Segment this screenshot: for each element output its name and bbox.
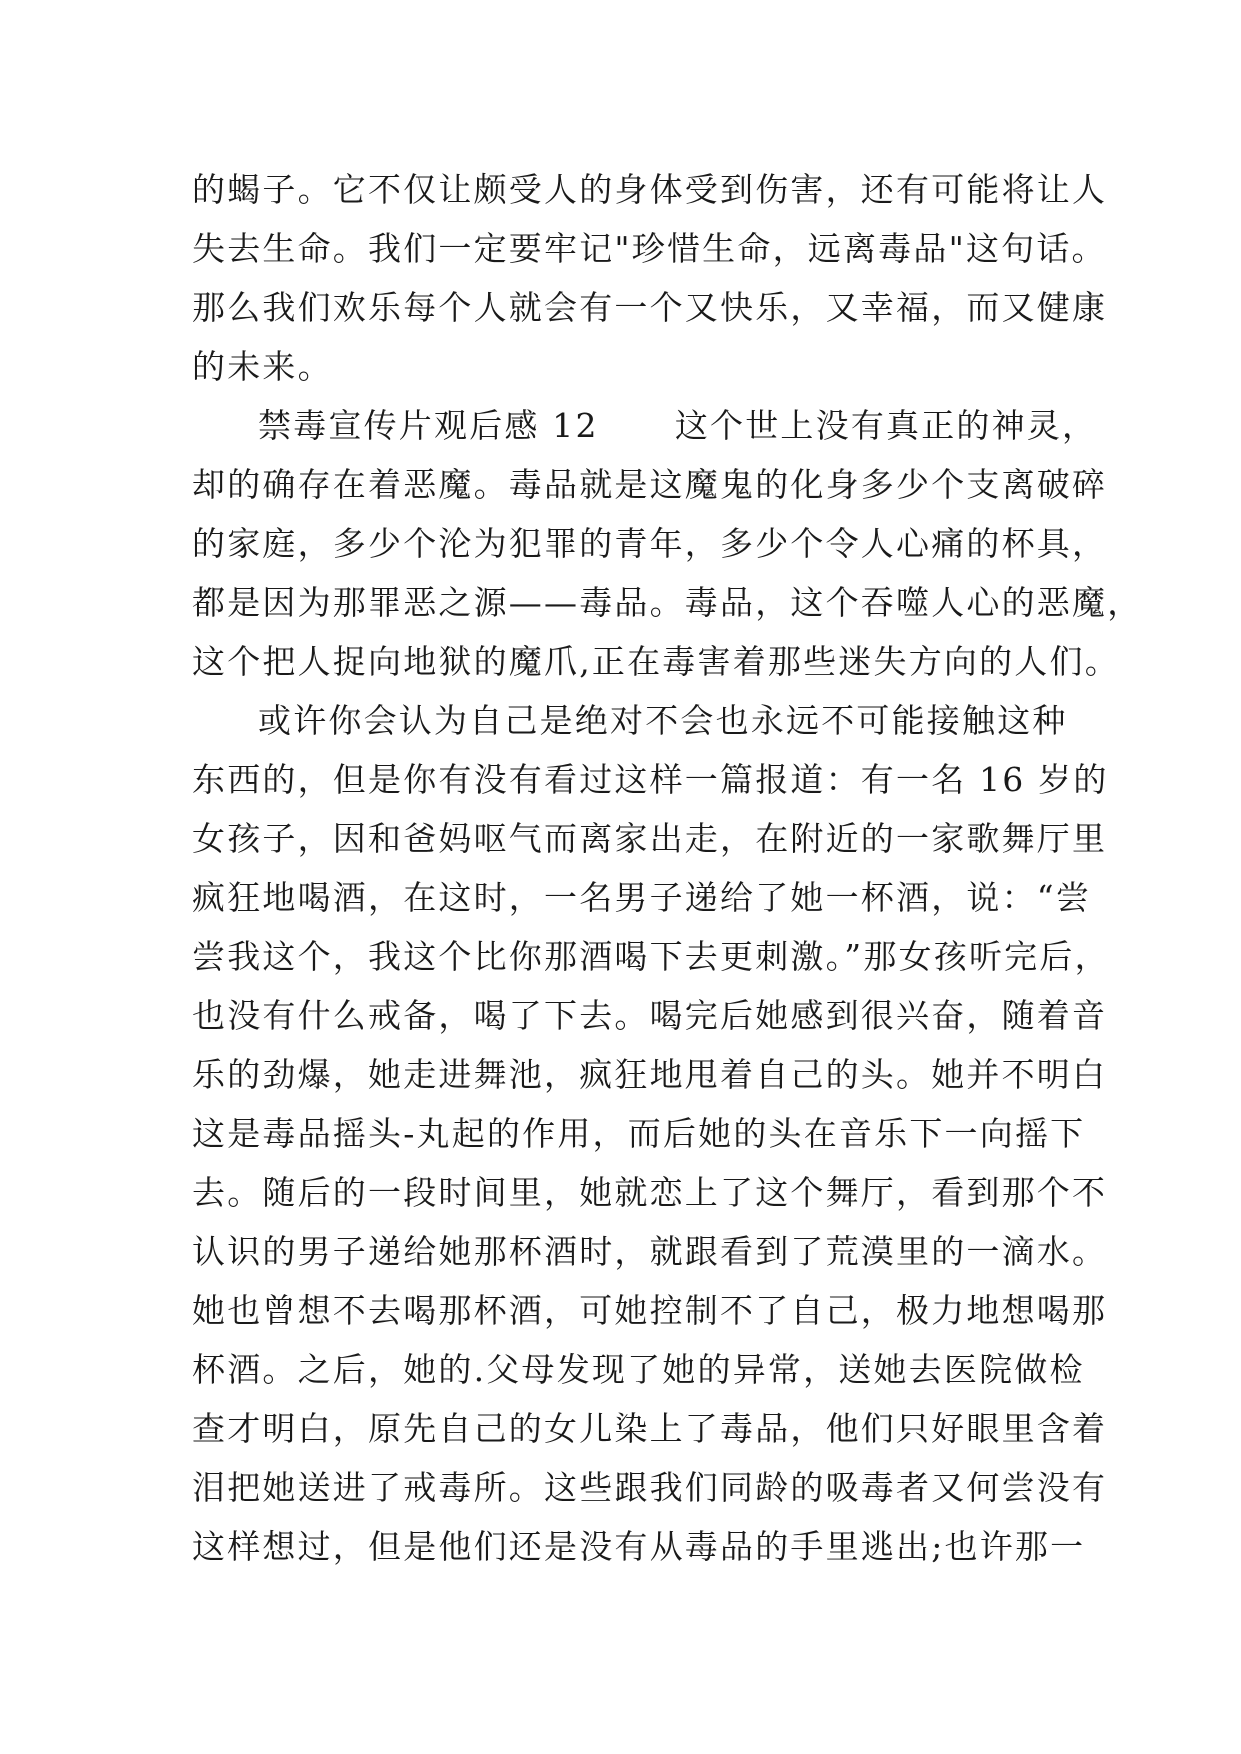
text-line: 查才明白，原先自己的女儿染上了毒品，他们只好眼里含着 [192,1409,1108,1448]
text-line: 去。随后的一段时间里，她就恋上了这个舞厅，看到那个不 [192,1173,1108,1212]
text-line: 这样想过，但是他们还是没有从毒品的手里逃出;也许那一 [192,1527,1086,1566]
text-line: 的家庭，多少个沦为犯罪的青年，多少个令人心痛的杯具， [192,524,1108,563]
text-line: 那么我们欢乐每个人就会有一个又快乐，又幸福，而又健康 [192,288,1108,327]
text-line: 失去生命。我们一定要牢记"珍惜生命，远离毒品"这句话。 [192,229,1107,268]
text-line: 东西的，但是你有没有看过这样一篇报道：有一名 16 岁的 [192,760,1109,799]
paragraph-first-line: 禁毒宣传片观后感 12 这个世上没有真正的神灵， [258,406,1098,445]
text-line: 疯狂地喝酒，在这时，一名男子递给了她一杯酒，说：“尝 [192,878,1092,917]
text-line: 尝我这个，我这个比你那酒喝下去更刺激。”那女孩听完后， [192,937,1110,976]
text-line: 的蝎子。它不仅让颇受人的身体受到伤害，还有可能将让人 [192,170,1108,209]
text-line: 她也曾想不去喝那杯酒，可她控制不了自己，极力地想喝那 [192,1291,1108,1330]
document-body [192,160,1143,1576]
text-line: 的未来。 [192,347,333,386]
text-line: 杯酒。之后，她的.父母发现了她的异常，送她去医院做检 [192,1350,1085,1389]
text-line: 这个把人捉向地狱的魔爪,正在毒害着那些迷失方向的人们。 [192,642,1120,681]
text-line: 却的确存在着恶魔。毒品就是这魔鬼的化身多少个支离破碎 [192,465,1108,504]
text-line: 也没有什么戒备，喝了下去。喝完后她感到很兴奋，随着音 [192,996,1108,1035]
text-line: 女孩子，因和爸妈呕气而离家出走，在附近的一家歌舞厅里 [192,819,1108,858]
text-line: 认识的男子递给她那杯酒时，就跟看到了荒漠里的一滴水。 [192,1232,1108,1271]
text-line: 这是毒品摇头-丸起的作用，而后她的头在音乐下一向摇下 [192,1114,1086,1153]
text-line: 都是因为那罪恶之源——毒品。毒品，这个吞噬人心的恶魔， [192,583,1143,622]
text-line: 泪把她送进了戒毒所。这些跟我们同龄的吸毒者又何尝没有 [192,1468,1108,1507]
text-line: 乐的劲爆，她走进舞池，疯狂地甩着自己的头。她并不明白 [192,1055,1108,1094]
paragraph-first-line: 或许你会认为自己是绝对不会也永远不可能接触这种 [258,701,1068,740]
